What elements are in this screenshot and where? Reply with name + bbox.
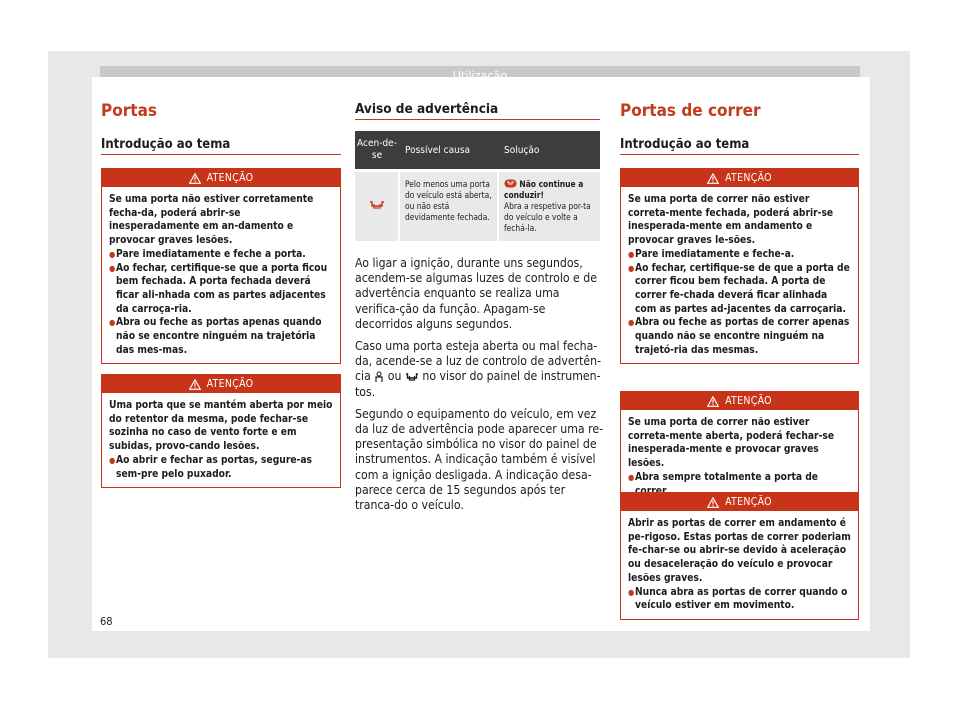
warning-label: ATENÇÃO [206,172,254,184]
paragraph-text: no visor do painel de instrumen-tos. [355,369,601,399]
stop-icon [504,179,517,188]
warning-text: Se uma porta de correr não estiver correta-mente fechada, poderá abrir-se inesperada-mente em andamento e provocar graves le-sões. [628,194,834,247]
warning-text: Uma porta que se mantém aberta por meio do retentor da mesma, pode fechar-se sozinha no caso de vento forte e em subidas, provo-cando lesões. [109,400,333,453]
warning-box [620,168,859,364]
warning-label: ATENÇÃO [725,395,772,407]
car-door-icon [374,371,384,383]
warning-box [101,168,341,364]
solution-cell [498,172,600,241]
warning-header [621,392,858,410]
warning-triangle-icon [707,497,719,508]
divider [101,154,341,155]
warning-header [621,169,858,187]
section-title: Utilização [452,68,508,83]
warning-text: Se uma porta de correr não estiver correta-mente aberta, poderá fechar-se inesperada-mente e provocar graves lesões. [628,417,835,470]
warning-bullet: ● Pare imediatamente e feche a porta. [109,248,333,262]
column-header: Solução [498,131,600,169]
warning-box [620,492,859,620]
heading-aviso: Aviso de advertência [355,101,499,117]
warning-bullet: ● Nunca abra as portas de correr quando o veículo estiver em movimento. [628,586,851,613]
warning-header [621,493,858,511]
warning-label: ATENÇÃO [206,378,254,390]
warning-bullet: ● Abra ou feche as portas apenas quando não se encontre ninguém na trajetória das mes-mas. [109,316,333,357]
solution-bold: Não continue a conduzir! [504,179,584,200]
warning-triangle-icon [707,173,719,184]
warning-text: Abrir as portas de correr em andamento é pe-rigoso. Estas portas de correr poderiam fe-char-se ou abrir-se devido à aceleração ou desaceleração do veículo e provocar lesões graves. [628,518,851,584]
subheading-intro-portas: Introdução ao tema [101,137,231,152]
warning-label: ATENÇÃO [725,172,772,184]
warning-bullet: ● Abra ou feche as portas de correr apenas quando não se encontre ninguém na trajetó-ria das mesmas. [628,316,851,357]
paragraph: Segundo o equipamento do veículo, em vez da luz de advertência pode aparecer uma re-presentação simbólica no visor do painel de instrumentos. A indicação também é visível com a ignição desligada. A indicação desa-parece cerca de 15 segundos após ter tranca-do o veículo. [355,406,604,513]
divider [355,119,600,120]
paragraph-text: Caso uma porta esteja aberta ou mal fecha-da, acende-se a luz de controlo de advertên-cia [355,339,602,384]
warning-box [101,374,341,488]
warning-triangle-icon [707,396,719,407]
warning-triangle-icon [189,173,201,184]
column-header: Acen-de-se [355,131,399,169]
column-header: Possível causa [399,131,498,169]
body-text [355,256,605,520]
warning-bullet: ● Ao abrir e fechar as portas, segure-as sem-pre pelo puxador. [109,454,333,481]
subheading-intro-portas-correr: Introdução ao tema [620,137,750,152]
paragraph: Ao ligar a ignição, durante uns segundos, acendem-se algumas luzes de controlo e de advertência enquanto se realiza uma verifica-ção da função. Apagam-se decorridos alguns segundos. [355,256,598,331]
warning-header [102,375,340,393]
warning-lamp-table [355,131,600,241]
warning-bullet: ● Ao fechar, certifique-se de que a porta de correr ficou bem fechada. A porta de correr fe-chada deverá ficar alinhada com as partes ad-jacentes da carroçaria. [628,262,851,317]
warning-header [102,169,340,187]
solution-text: Abra a respetiva por-ta do veículo e volte a fechá-la. [504,201,591,233]
warning-box [620,391,859,505]
table-row [355,172,600,241]
door-open-warning-icon [405,372,419,382]
cause-cell: Pelo menos uma porta do veículo está aberta, ou não está devidamente fechada. [399,172,498,241]
warning-bullet: ● Abra sempre totalmente a porta de [628,471,851,498]
paragraph-text: ou [387,369,402,384]
paragraph [355,339,605,400]
door-open-warning-icon [369,200,385,210]
lamp-cell [355,172,399,241]
warning-label: ATENÇÃO [725,496,772,508]
heading-portas: Portas [101,101,157,121]
warning-bullet: ● Ao fechar, certifique-se que a porta ficou bem fechada. A porta fechada deverá ficar ali-nhada com as partes adjacentes da carroça-ria. [109,262,333,317]
page-number: 68 [100,615,113,628]
divider [620,154,859,155]
heading-portas-de-correr: Portas de correr [620,101,761,121]
warning-bullet: ● Pare imediatamente e feche-a. [628,248,851,262]
warning-triangle-icon [189,379,201,390]
warning-text: Se uma porta não estiver corretamente fecha-da, poderá abrir-se inesperadamente em an-damento e provocar graves lesões. [109,194,314,247]
table-header-row [355,131,600,169]
